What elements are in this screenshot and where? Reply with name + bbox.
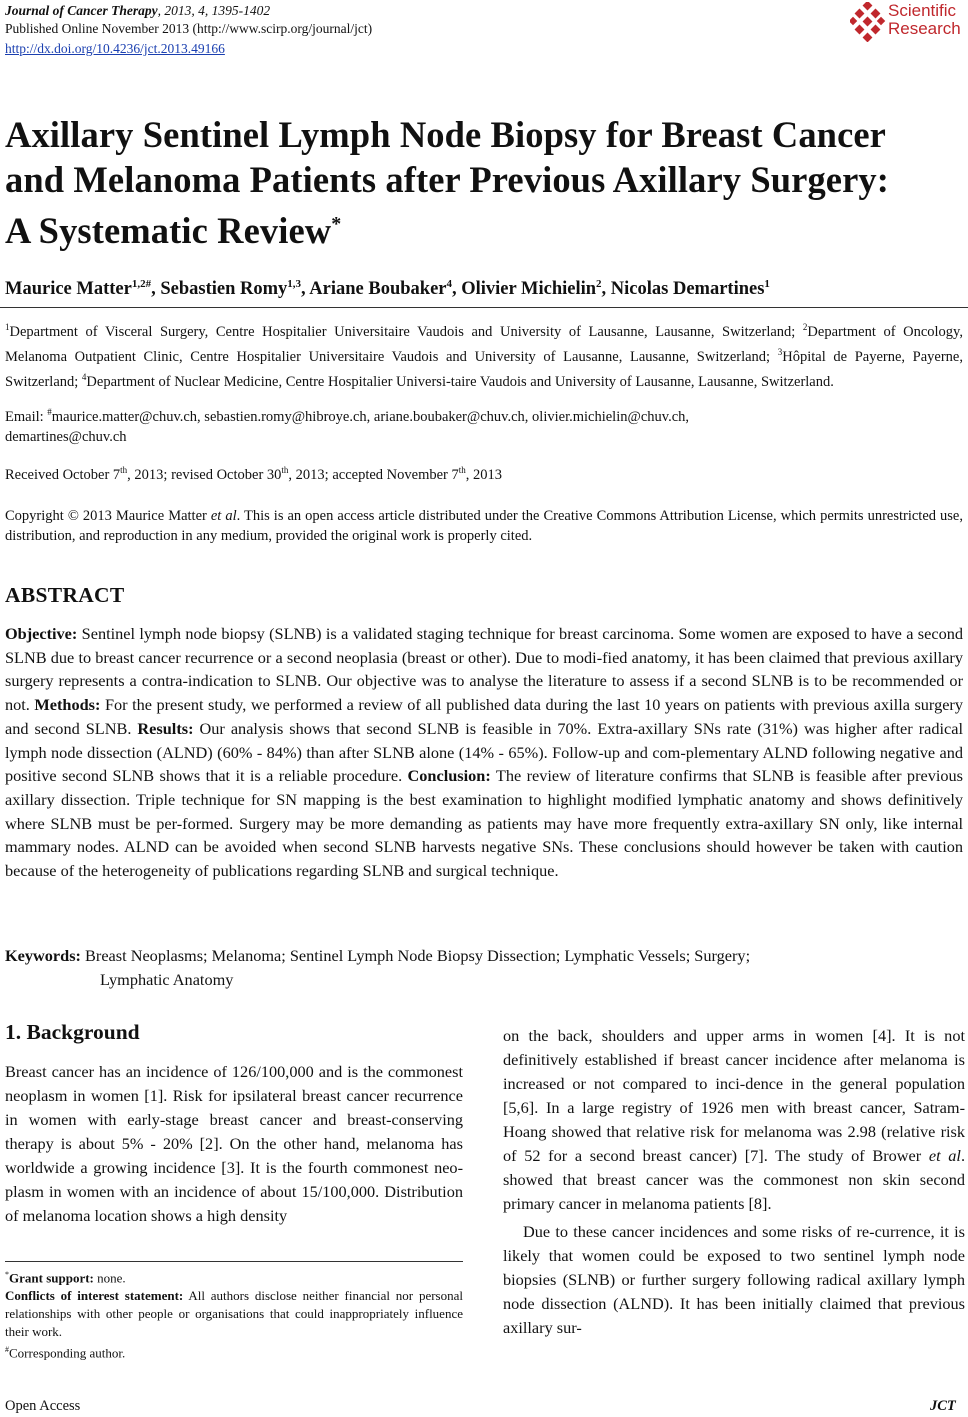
affiliation-2: Department of Oncology, Melanoma Outpatient Clinic, Centre Hospitalier Universitaire Vaudois and University of Lausanne, Lausanne, Switzerland; xyxy=(5,323,963,365)
footnote-divider xyxy=(5,1261,463,1262)
email-addresses[interactable]: maurice.matter@chuv.ch, sebastien.romy@hibroye.ch, ariane.boubaker@chuv.ch, olivier.michielin@chuv.ch, xyxy=(51,408,690,425)
grant-text: none. xyxy=(93,1270,126,1286)
objective-text: Sentinel lymph node biopsy (SLNB) is a validated staging technique for breast carcinoma. Some women are exposed to have a second SLNB due to breast cancer recurrence or a second neoplasia (breast or other). Due to modi-fied anatomy, it has been claimed that previous axillary surgery represents a contra-indication to SLNB. Our objective was to analyse the literature to assess if a second SLNB is to be recommended or not. xyxy=(5,624,963,715)
title-line-1: Axillary Sentinel Lymph Node Biopsy for Breast Cancer xyxy=(5,114,886,155)
keywords xyxy=(5,944,963,991)
coi-text: All authors disclose neither financial nor personal relationships with other people or organisations that could inappropriately influence their work. xyxy=(5,1288,463,1340)
results-text: Our analysis shows that second SLNB is feasible in 70%. Extra-axillary SNs rate (31%) was higher after radical lymph node dissection (ALND) (60% - 84%) than after SLNB alone (14% - 65%). Follow-up and com-plementary ALND following negative and positive second SLNB shows that it is a reliable procedure. xyxy=(5,718,963,786)
author-name: Nicolas Demartines xyxy=(610,279,765,300)
et-al: et al xyxy=(210,508,237,524)
corresponding-author-note: Corresponding author. xyxy=(9,1345,126,1361)
author-name: Ariane Boubaker xyxy=(309,279,447,300)
email-label: Email: xyxy=(5,408,48,425)
ordinal-suffix: th xyxy=(281,465,289,475)
title-footnote-mark: * xyxy=(331,213,342,235)
et-al: et al xyxy=(928,1146,961,1165)
logo-text xyxy=(888,2,961,38)
author-separator: , xyxy=(301,279,310,300)
paragraph-text: on the back, shoulders and upper arms in women [4]. It is not definitively established if breast cancer incidence after melanoma is increased or not compared to inci-dence in the general population [5,6]. In a large registry of 1926 men with breast cancer, Satram-Hoang showed that relative risk for melanoma was 2.98 (relative risk of 52 for a second breast cancer) [7]. The study of Brower xyxy=(503,1026,965,1165)
keywords-line-2: Lymphatic Anatomy xyxy=(100,969,234,989)
publisher-logo xyxy=(850,2,965,42)
author-affiliation-mark: 4 xyxy=(446,278,452,290)
footer-journal-abbrev: JCT xyxy=(930,1398,956,1414)
results-label: Results: xyxy=(137,718,194,738)
author-separator: , xyxy=(151,279,161,300)
footer-open-access: Open Access xyxy=(5,1398,81,1414)
ordinal-suffix: th xyxy=(458,465,466,475)
footnote-mark: * xyxy=(5,1270,9,1279)
publication-info: Published Online November 2013 (http://www.scirp.org/journal/jct) xyxy=(5,21,373,36)
email-block xyxy=(5,402,963,447)
author-affiliation-mark: 1 xyxy=(764,278,770,290)
title-line-2: and Melanoma Patients after Previous Axillary Surgery: xyxy=(5,159,890,200)
author-separator: , xyxy=(601,279,611,300)
author-list xyxy=(5,278,770,300)
article-dates xyxy=(5,460,502,485)
abstract-body xyxy=(5,622,963,883)
logo-line-scientific: Scientific xyxy=(888,1,957,20)
email-mark: # xyxy=(47,407,52,417)
affiliation-1: Department of Visceral Surgery, Centre Hospitalier Universitaire Vaudois and University of Lausanne, Lausanne, Switzerland; xyxy=(9,323,803,340)
body-column-right xyxy=(503,1024,965,1340)
copyright-notice xyxy=(5,506,963,546)
affiliation-mark: 2 xyxy=(802,322,808,332)
email-addresses-line2[interactable]: demartines@chuv.ch xyxy=(5,428,127,445)
methods-label: Methods: xyxy=(34,695,101,715)
author-name: Sebastien Romy xyxy=(160,279,288,300)
author-name: Maurice Matter xyxy=(5,279,132,300)
author-divider xyxy=(0,307,968,308)
paragraph: Due to these cancer incidences and some risks of re-currence, it is likely that women could be exposed to two sentinel lymph node biopsies (SLNB) or further surgery following radical axillary lymph node dissection (ALND). It has been initially claimed that previous axillary sur- xyxy=(503,1222,965,1337)
author-separator: , xyxy=(452,279,462,300)
paragraph: Breast cancer has an incidence of 126/100,000 and is the commonest neoplasm in women [1]. Risk for ipsilateral breast cancer recurrence in women with early-stage breast cancer and breast-conserving therapy is about 5% - 20% [2]. On the other hand, melanoma has worldwide a growing incidence [3]. It is the fourth commonest neo-plasm in women with an incidence of about 15/100,000. Distribution of melanoma location shows a high density xyxy=(5,1062,463,1225)
ordinal-suffix: th xyxy=(120,465,128,475)
grant-label: Grant support: xyxy=(9,1270,94,1286)
conclusion-label: Conclusion: xyxy=(407,766,491,786)
affiliations xyxy=(5,317,963,391)
revised-date: , 2013; revised October 30 xyxy=(127,466,282,483)
keywords-label: Keywords: xyxy=(5,946,81,965)
affiliation-mark: 3 xyxy=(777,346,783,357)
coi-label: Conflicts of interest statement: xyxy=(5,1288,184,1304)
conclusion-text: The review of literature confirms that SLNB is feasible after previous axillary dissection. Triple technique for SN mapping is the best examination to highlight modified lymphatic anatomy and shows definitively where SLNB must be per-formed. Surgery may be more demanding as patients may have more frequently extra-axillary SN only, like internal mammary nodes. ALND can be avoided when second SLNB harvests negative SNs. These conclusions should however be taken with caution because of the heterogeneity of publications regarding SLNB and surgical technique. xyxy=(5,766,964,881)
scirp-logo-icon xyxy=(850,2,886,42)
journal-citation xyxy=(5,2,270,20)
keywords-line-1: Breast Neoplasms; Melanoma; Sentinel Lymph Node Biopsy Dissection; Lymphatic Vessels; Surgery; xyxy=(80,946,751,965)
journal-volume: , 2013, 4, 1395-1402 xyxy=(157,3,271,18)
paragraph-text: . showed that breast cancer was the commonest non skin second primary cancer in melanoma patients [8]. xyxy=(503,1146,966,1213)
accepted-date: , 2013; accepted November 7 xyxy=(288,466,459,483)
body-column-left xyxy=(5,1060,463,1228)
affiliation-mark: 4 xyxy=(81,371,87,382)
accepted-year: , 2013 xyxy=(465,466,502,483)
affiliation-3: Hôpital de Payerne, Payerne, Switzerland; xyxy=(5,348,963,390)
article-title xyxy=(5,112,960,253)
logo-line-research: Research xyxy=(888,19,961,38)
author-affiliation-mark: 1,2# xyxy=(131,278,152,290)
footnote-mark: # xyxy=(5,1345,9,1355)
author-affiliation-mark: 1,3 xyxy=(287,278,302,290)
affiliation-4: Department of Nuclear Medicine, Centre Hospitalier Universi-taire Vaudois and University of Lausanne, Lausanne, Switzerland. xyxy=(86,373,834,390)
objective-label: Objective: xyxy=(5,624,78,643)
paragraph xyxy=(503,1024,965,1216)
affiliation-mark: 1 xyxy=(5,322,10,332)
section-heading: 1. Background xyxy=(5,1020,140,1044)
doi-link[interactable]: http://dx.doi.org/10.4236/jct.2013.49166 xyxy=(5,41,225,56)
license-text: . This is an open access article distributed under the Creative Commons Attribution License, which permits unrestricted use, distribution, and reproduction in any medium, provided the original work is properly cited. xyxy=(5,508,963,544)
journal-name: Journal of Cancer Therapy xyxy=(5,3,158,18)
abstract-heading: ABSTRACT xyxy=(5,583,125,607)
footnotes xyxy=(5,1266,463,1363)
title-line-3: A Systematic Review xyxy=(5,210,332,252)
author-name: Olivier Michielin xyxy=(461,279,597,300)
copyright-text: Copyright © 2013 Maurice Matter xyxy=(5,508,211,524)
author-affiliation-mark: 2 xyxy=(596,278,602,290)
received-date: Received October 7 xyxy=(5,466,121,483)
methods-text: For the present study, we performed a review of all published data during the last 10 years on patients with previous axilla surgery and second SLNB. xyxy=(5,695,963,738)
